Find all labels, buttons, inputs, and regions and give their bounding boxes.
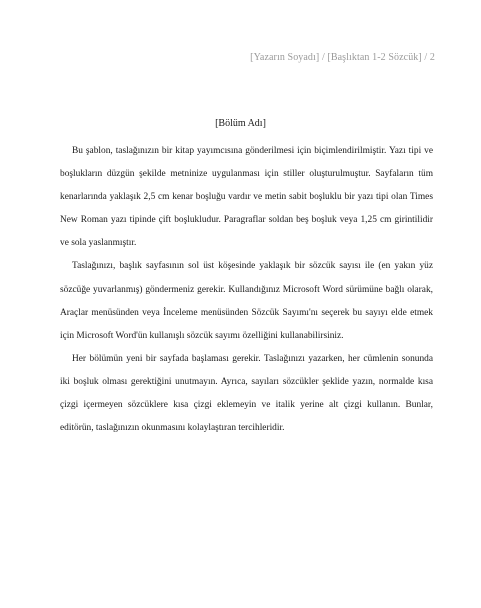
running-head: [Yazarın Soyadı] / [Başlıktan 1-2 Sözcük] / 2 (250, 52, 435, 63)
chapter-title: [Bölüm Adı] (215, 118, 266, 129)
paragraph: Bu şablon, taslağınızın bir kitap yayımcısına gönderilmesi için biçimlendirilmiştir. Yazı tipi ve boşlukların düzgün şekilde metninize uygulanması için stiller oluşturulmuştur. Sayfaların tüm kenarlarında yaklaşık 2,5 cm kenar boşluğu vardır ve metin sabit boşluklu bir yazı tipi olan Times New Roman yazı tipinde çift boşlukludur. Paragraflar soldan beş boşluk veya 1,25 cm girintilidir ve sola yaslanmıştır. (60, 146, 433, 249)
body-text (60, 140, 433, 440)
paragraph: Her bölümün yeni bir sayfada başlaması gerekir. Taslağınızı yazarken, her cümlenin sonunda iki boşluk olması gerektiğini unutmayın. Ayrıca, sayıları sözcükler şeklide yazın, normalde kısa çizgi içermeyen sözcüklere kısa çizgi eklemeyin ve italik yerine alt çizgi kullanın. Bunlar, editörün, taslağınızın okunmasını kolaylaştıran tercihleridir. (60, 353, 433, 434)
paragraph: Taslağınızı, başlık sayfasının sol üst köşesinde yaklaşık bir sözcük sayısı ile (en yakın yüz sözcüğe yuvarlanmış) göndermeniz gerekir. Kullandığınız Microsoft Word sürümüne bağlı olarak, Araçlar menüsünden veya İnceleme menüsünden Sözcük Sayımı'nı seçerek bu sayıyı elde etmek için Microsoft Word'ün kullanışlı sözcük sayımı özelliğini kullanabilirsiniz. (60, 261, 433, 341)
